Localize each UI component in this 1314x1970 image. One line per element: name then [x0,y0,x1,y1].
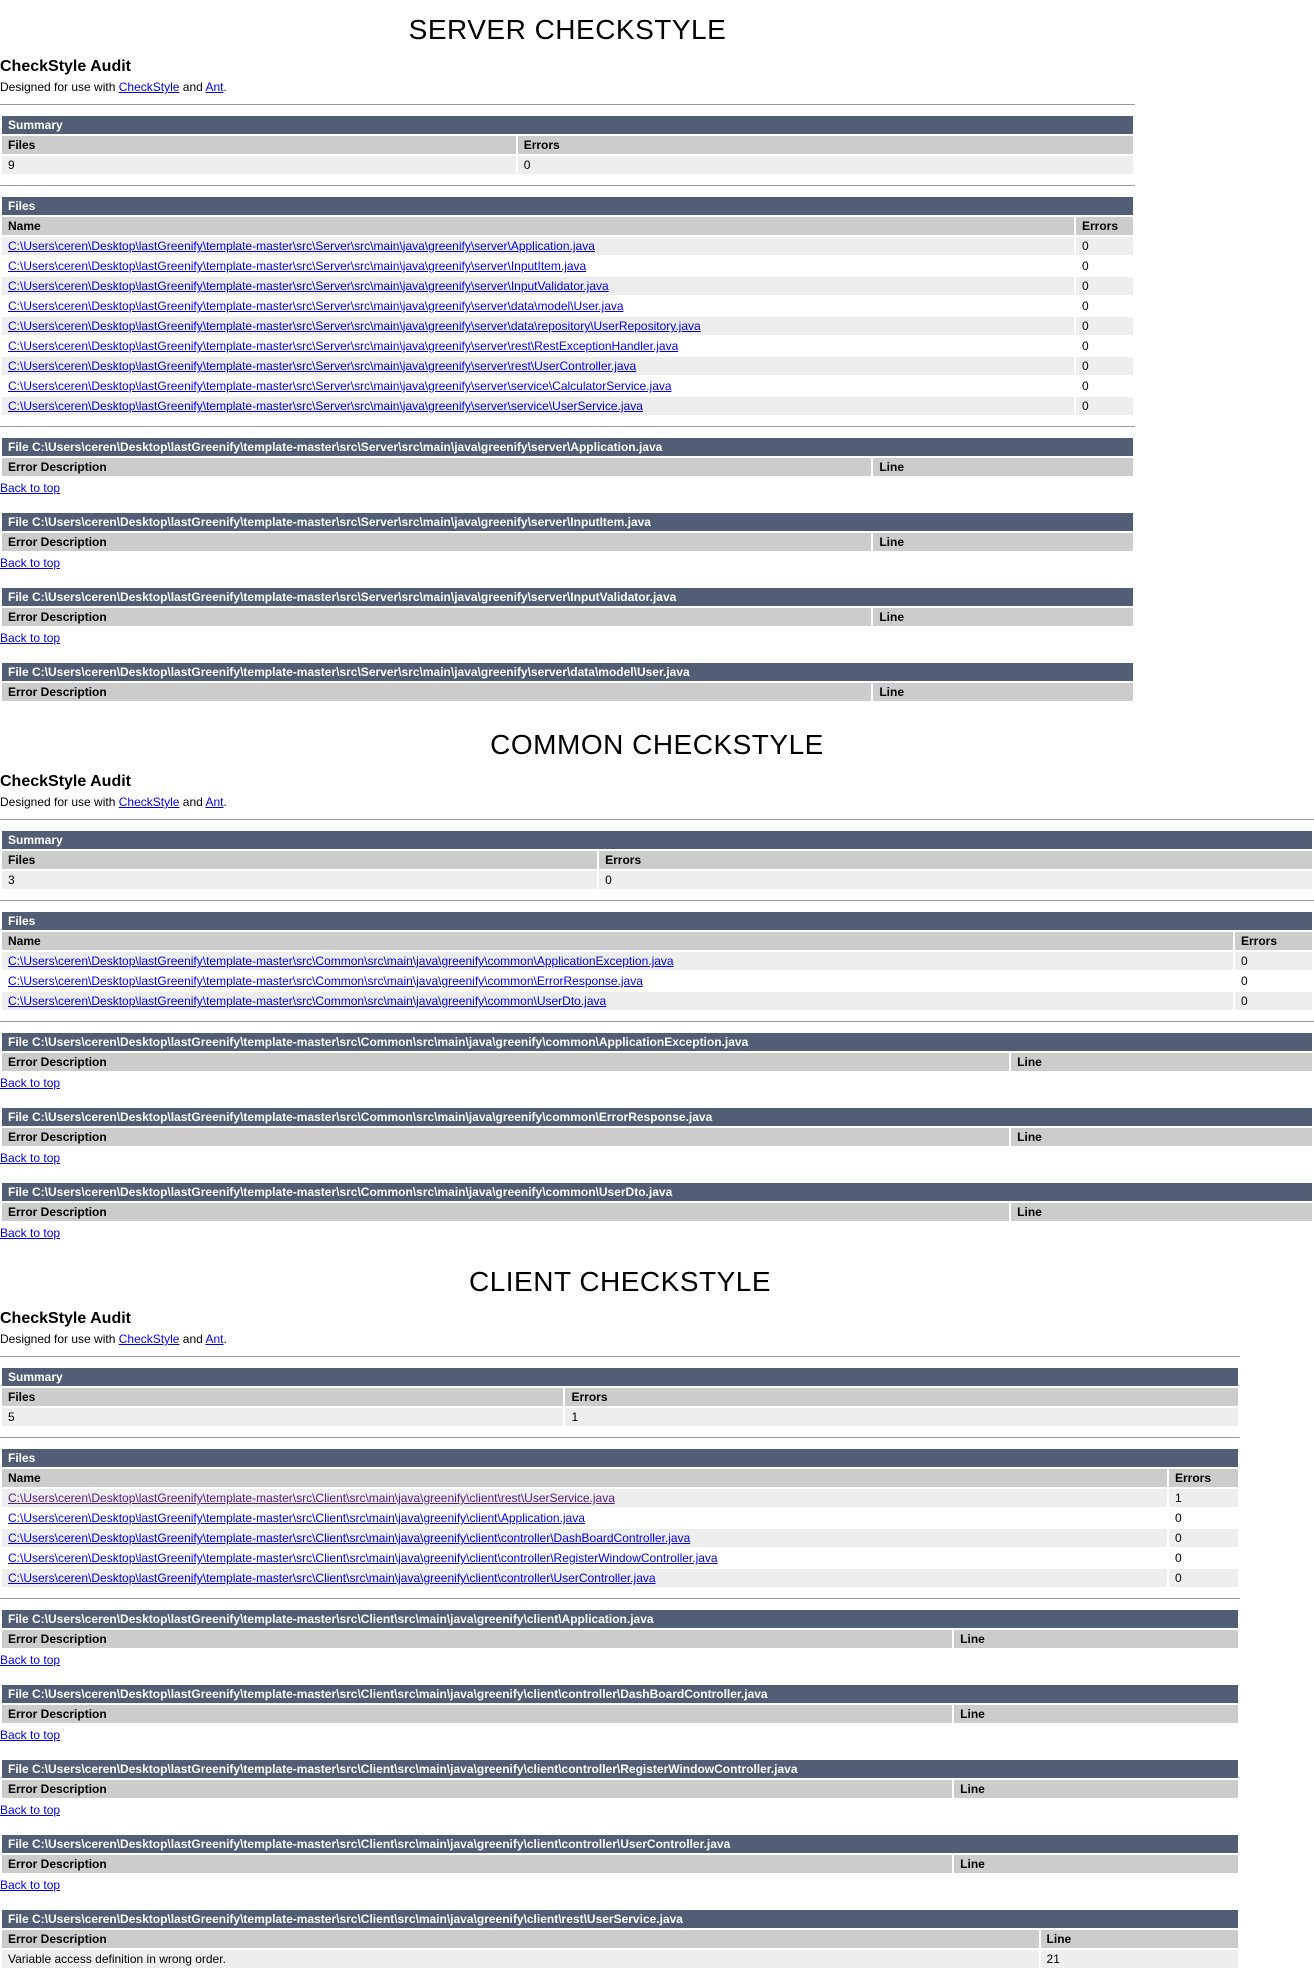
file-link[interactable]: C:\Users\ceren\Desktop\lastGreenify\template-master\src\Server\src\main\java\greenify\server\data\model\User.java [8,299,624,313]
checkstyle-link[interactable]: CheckStyle [118,80,180,94]
designed-suffix: . [223,1332,227,1346]
file-section-header: File C:\Users\ceren\Desktop\lastGreenify\template-master\src\Client\src\main\java\greenify\client\Application.java [2,1610,1238,1628]
ant-link[interactable]: Ant [205,795,224,809]
errors-count: 0 [518,156,1133,174]
table-row [2,397,1133,415]
error-description-label: Error Description [2,458,871,476]
error-table [0,1106,1314,1148]
error-table [0,1608,1240,1650]
files-header: Files [2,197,1133,215]
server-page-title: SERVER CHECKSTYLE [408,14,727,45]
summary-header: Summary [2,1368,1238,1386]
errors-count: 0 [599,871,1312,889]
errors-count: 1 [565,1408,1238,1426]
files-label: Files [2,851,597,869]
error-description-label: Error Description [2,683,871,701]
file-link[interactable]: C:\Users\ceren\Desktop\lastGreenify\template-master\src\Client\src\main\java\greenify\client\rest\UserService.java [8,1491,615,1505]
errors-label: Errors [1169,1469,1238,1487]
file-link[interactable]: C:\Users\ceren\Desktop\lastGreenify\template-master\src\Server\src\main\java\greenify\server\data\repository\UserRepository.java [8,319,701,333]
error-description-label: Error Description [2,1630,952,1648]
error-description-label: Error Description [2,1203,1009,1221]
files-count: 9 [2,156,516,174]
error-description-cell: Variable access definition in wrong order. [2,1950,1039,1968]
errors-label: Errors [565,1388,1238,1406]
table-row [2,377,1133,395]
line-label: Line [1011,1203,1312,1221]
back-to-top-link[interactable]: Back to top [0,1728,61,1742]
table-row [2,237,1133,255]
file-section-header: File C:\Users\ceren\Desktop\lastGreenify\template-master\src\Server\src\main\java\greenify\server\Application.java [2,438,1133,456]
client-report-section [0,1266,1240,1970]
errors-label: Errors [1076,217,1133,235]
designed-prefix: Designed for use with [0,80,119,94]
files-table [0,195,1135,417]
back-to-top-link[interactable]: Back to top [0,631,61,645]
files-count: 3 [2,871,597,889]
files-header: Files [2,1449,1238,1467]
table-row [2,1489,1238,1507]
error-description-label: Error Description [2,1053,1009,1071]
checkstyle-link[interactable]: CheckStyle [118,1332,180,1346]
table-row [2,1529,1238,1547]
error-table [0,586,1135,628]
designed-prefix: Designed for use with [0,795,119,809]
table-row [2,1569,1238,1587]
file-section-header: File C:\Users\ceren\Desktop\lastGreenify\template-master\src\Client\src\main\java\greenify\client\rest\UserService.java [2,1910,1238,1928]
designed-and: and [179,795,206,809]
file-link[interactable]: C:\Users\ceren\Desktop\lastGreenify\template-master\src\Server\src\main\java\greenify\server\InputValidator.java [8,279,609,293]
name-label: Name [2,1469,1167,1487]
error-table [0,1908,1240,1970]
files-label: Files [2,1388,563,1406]
error-table [0,436,1135,478]
error-count-cell: 0 [1169,1569,1238,1587]
table-row [2,1509,1238,1527]
back-to-top-link[interactable]: Back to top [0,481,61,495]
designed-prefix: Designed for use with [0,1332,119,1346]
files-table [0,1447,1240,1589]
errors-label: Errors [1235,932,1312,950]
error-description-label: Error Description [2,1780,952,1798]
line-label: Line [954,1780,1238,1798]
file-link[interactable]: C:\Users\ceren\Desktop\lastGreenify\template-master\src\Server\src\main\java\greenify\server\InputItem.java [8,259,587,273]
file-link[interactable]: C:\Users\ceren\Desktop\lastGreenify\template-master\src\Common\src\main\java\greenify\common\ApplicationException.java [8,954,674,968]
divider [0,1598,1240,1599]
common-page-title: COMMON CHECKSTYLE [490,729,824,760]
file-section-header: File C:\Users\ceren\Desktop\lastGreenify\template-master\src\Common\src\main\java\greenify\common\ErrorResponse.java [2,1108,1312,1126]
table-row [2,952,1312,970]
file-section-header: File C:\Users\ceren\Desktop\lastGreenify\template-master\src\Common\src\main\java\greenify\common\UserDto.java [2,1183,1312,1201]
error-description-label: Error Description [2,1855,952,1873]
file-section-header: File C:\Users\ceren\Desktop\lastGreenify\template-master\src\Server\src\main\java\greenify\server\InputValidator.java [2,588,1133,606]
file-section-header: File C:\Users\ceren\Desktop\lastGreenify\template-master\src\Common\src\main\java\greenify\common\ApplicationException.java [2,1033,1312,1051]
audit-heading: CheckStyle Audit [0,58,131,75]
file-link[interactable]: C:\Users\ceren\Desktop\lastGreenify\template-master\src\Client\src\main\java\greenify\client\controller\RegisterWindowController.java [8,1551,718,1565]
divider [0,1356,1240,1357]
error-count-cell: 0 [1235,952,1312,970]
back-to-top-link[interactable]: Back to top [0,1653,61,1667]
files-count: 5 [2,1408,563,1426]
line-label: Line [873,533,1133,551]
error-table [0,1031,1314,1073]
file-section-header: File C:\Users\ceren\Desktop\lastGreenify\template-master\src\Client\src\main\java\greenify\client\controller\DashBoardController.java [2,1685,1238,1703]
table-row [2,357,1133,375]
designed-line [0,1332,1240,1346]
error-table [0,1758,1240,1800]
error-description-label: Error Description [2,1930,1039,1948]
files-header: Files [2,912,1312,930]
error-description-label: Error Description [2,533,871,551]
error-count-cell: 0 [1076,377,1133,395]
table-row [2,992,1312,1010]
file-link[interactable]: C:\Users\ceren\Desktop\lastGreenify\template-master\src\Server\src\main\java\greenify\server\rest\RestExceptionHandler.java [8,339,679,353]
checkstyle-link[interactable]: CheckStyle [118,795,180,809]
designed-suffix: . [223,795,227,809]
common-report-section [0,729,1314,1240]
error-count-cell: 0 [1076,357,1133,375]
summary-table [0,114,1135,176]
summary-table [0,1366,1240,1428]
error-count-cell: 0 [1076,317,1133,335]
line-label: Line [1011,1053,1312,1071]
file-section-header: File C:\Users\ceren\Desktop\lastGreenify\template-master\src\Server\src\main\java\greenify\server\data\model\User.java [2,663,1133,681]
errors-label: Errors [599,851,1312,869]
files-label: Files [2,136,516,154]
file-link[interactable]: C:\Users\ceren\Desktop\lastGreenify\template-master\src\Common\src\main\java\greenify\common\ErrorResponse.java [8,974,643,988]
error-count-cell: 0 [1076,237,1133,255]
name-label: Name [2,932,1233,950]
error-table [0,1181,1314,1223]
error-table [0,1833,1240,1875]
line-label: Line [873,608,1133,626]
error-count-cell: 0 [1169,1529,1238,1547]
file-section-header: File C:\Users\ceren\Desktop\lastGreenify\template-master\src\Client\src\main\java\greenify\client\controller\UserController.java [2,1835,1238,1853]
line-label: Line [1011,1128,1312,1146]
back-to-top-link[interactable]: Back to top [0,1226,61,1240]
back-to-top-link[interactable]: Back to top [0,1878,61,1892]
error-table [0,1683,1240,1725]
ant-link[interactable]: Ant [205,1332,224,1346]
back-to-top-link[interactable]: Back to top [0,1151,61,1165]
error-count-cell: 0 [1076,397,1133,415]
back-to-top-link[interactable]: Back to top [0,1803,61,1817]
audit-heading: CheckStyle Audit [0,1310,131,1327]
error-line-cell: 21 [1041,1950,1238,1968]
file-link[interactable]: C:\Users\ceren\Desktop\lastGreenify\template-master\src\Client\src\main\java\greenify\client\controller\DashBoardController.java [8,1531,691,1545]
line-label: Line [954,1855,1238,1873]
summary-table [0,829,1314,891]
designed-and: and [179,1332,206,1346]
error-description-label: Error Description [2,1128,1009,1146]
file-link[interactable]: C:\Users\ceren\Desktop\lastGreenify\template-master\src\Client\src\main\java\greenify\client\controller\UserController.java [8,1571,656,1585]
file-section-header: File C:\Users\ceren\Desktop\lastGreenify\template-master\src\Client\src\main\java\greenify\client\controller\RegisterWindowController.java [2,1760,1238,1778]
error-description-label: Error Description [2,1705,952,1723]
name-label: Name [2,217,1074,235]
error-count-cell: 0 [1235,992,1312,1010]
error-count-cell: 0 [1076,277,1133,295]
files-table [0,910,1314,1012]
error-table [0,661,1135,703]
audit-heading: CheckStyle Audit [0,773,131,790]
table-row [2,972,1312,990]
back-to-top-link[interactable]: Back to top [0,556,61,570]
table-row [2,257,1133,275]
line-label: Line [954,1705,1238,1723]
divider [0,104,1135,105]
designed-suffix: . [223,80,227,94]
line-label: Line [954,1630,1238,1648]
table-row [2,1549,1238,1567]
server-report-section [0,14,1135,703]
line-label: Line [873,683,1133,701]
error-count-cell: 0 [1076,297,1133,315]
error-count-cell: 0 [1169,1549,1238,1567]
file-link[interactable]: C:\Users\ceren\Desktop\lastGreenify\template-master\src\Common\src\main\java\greenify\common\UserDto.java [8,994,607,1008]
divider [0,1021,1314,1022]
file-link[interactable]: C:\Users\ceren\Desktop\lastGreenify\template-master\src\Server\src\main\java\greenify\server\Application.java [8,239,595,253]
file-link[interactable]: C:\Users\ceren\Desktop\lastGreenify\template-master\src\Server\src\main\java\greenify\server\rest\UserController.java [8,359,637,373]
designed-and: and [179,80,206,94]
file-link[interactable]: C:\Users\ceren\Desktop\lastGreenify\template-master\src\Server\src\main\java\greenify\server\service\CalculatorService.java [8,379,672,393]
summary-header: Summary [2,831,1312,849]
error-count-cell: 0 [1169,1509,1238,1527]
summary-header: Summary [2,116,1133,134]
designed-line [0,795,1314,809]
error-description-label: Error Description [2,608,871,626]
back-to-top-link[interactable]: Back to top [0,1076,61,1090]
table-row [2,1950,1238,1968]
error-table [0,511,1135,553]
line-label: Line [1041,1930,1238,1948]
client-page-title: CLIENT CHECKSTYLE [468,1266,772,1297]
table-row [2,337,1133,355]
file-link[interactable]: C:\Users\ceren\Desktop\lastGreenify\template-master\src\Server\src\main\java\greenify\server\service\UserService.java [8,399,643,413]
file-section-header: File C:\Users\ceren\Desktop\lastGreenify\template-master\src\Server\src\main\java\greenify\server\InputItem.java [2,513,1133,531]
divider [0,185,1135,186]
error-count-cell: 0 [1076,257,1133,275]
error-count-cell: 1 [1169,1489,1238,1507]
table-row [2,317,1133,335]
error-count-cell: 0 [1076,337,1133,355]
divider [0,1437,1240,1438]
error-count-cell: 0 [1235,972,1312,990]
divider [0,900,1314,901]
file-link[interactable]: C:\Users\ceren\Desktop\lastGreenify\template-master\src\Client\src\main\java\greenify\client\Application.java [8,1511,585,1525]
designed-line [0,80,1135,94]
table-row [2,277,1133,295]
divider [0,426,1135,427]
ant-link[interactable]: Ant [205,80,224,94]
divider [0,819,1314,820]
line-label: Line [873,458,1133,476]
errors-label: Errors [518,136,1133,154]
table-row [2,297,1133,315]
